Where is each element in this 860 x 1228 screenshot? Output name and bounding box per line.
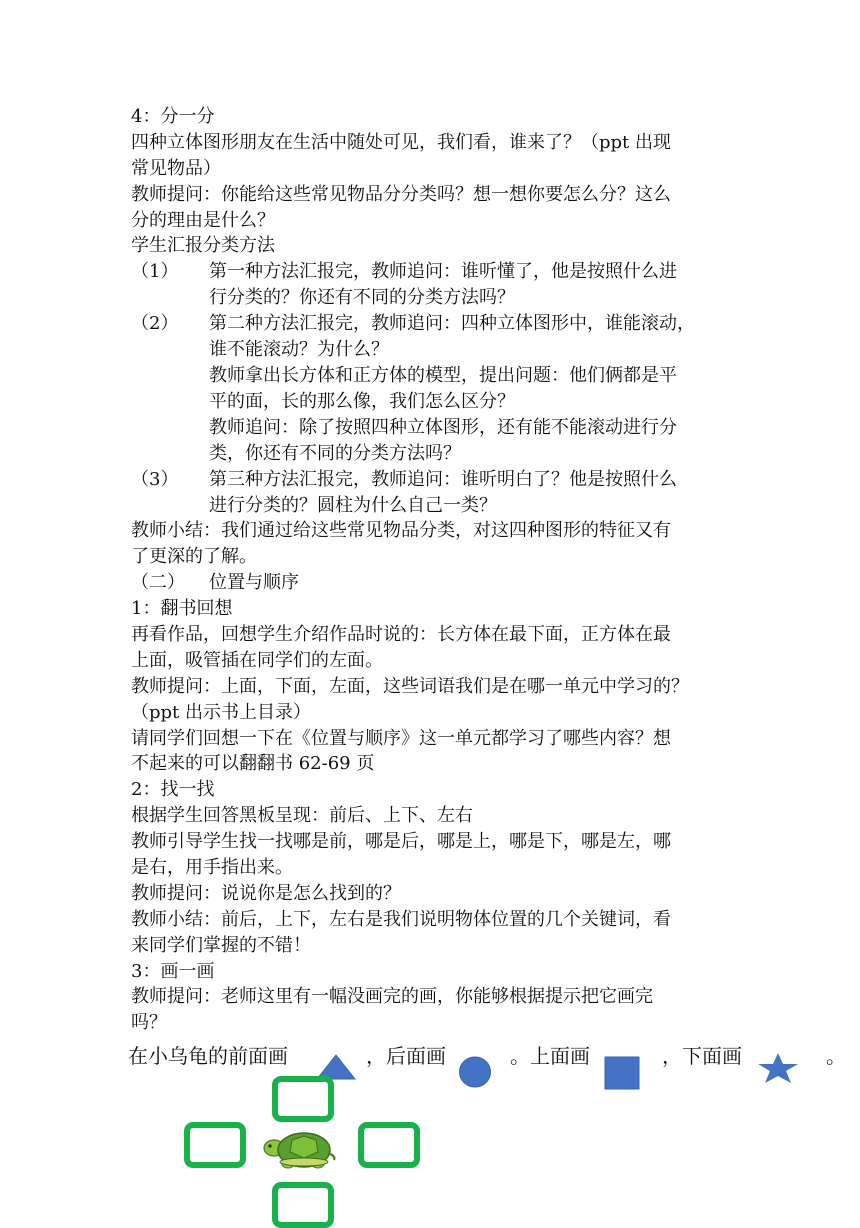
prompt-text-end: 。 (826, 1044, 846, 1068)
paragraph-line: 根据学生回答黑板呈现：前后、上下、左右 (131, 805, 473, 827)
list-text: 谁不能滚动？为什么？ (209, 339, 389, 361)
list-item-1 (131, 259, 731, 311)
turtle-icon (260, 1124, 338, 1172)
list-text: 行分类的？你还有不同的分类方法吗？ (209, 287, 515, 309)
list-text: 进行分类的？圆柱为什么自己一类？ (209, 494, 497, 516)
right-box (358, 1122, 420, 1168)
list-number: （3） (131, 468, 179, 490)
paragraph-line: 教师提问：你能给这些常见物品分分类吗？想一想你要怎么分？这么 (131, 183, 671, 205)
section-heading-2 (131, 570, 731, 596)
paragraph-line: 教师提问：老师这里有一幅没画完的画，你能够根据提示把它画完 (131, 986, 653, 1008)
list-item-3 (131, 467, 731, 519)
front-box (272, 1076, 334, 1122)
list-text: 教师拿出长方体和正方体的模型，提出问题：他们俩都是平 (209, 364, 677, 386)
prompt-text-down: ，下面画 (662, 1044, 742, 1068)
paragraph-line: 学生汇报分类方法 (131, 235, 275, 257)
paragraph-line: 吗？ (131, 1012, 167, 1034)
circle-shape (458, 1055, 492, 1089)
paragraph-line: 教师提问：上面，下面，左面，这些词语我们是在哪一单元中学习的？ (131, 675, 689, 697)
prompt-text-front: 在小乌龟的前面画 (128, 1044, 288, 1068)
paragraph-line: 常见物品） (131, 157, 221, 179)
paragraph-line: 四种立体图形朋友在生活中随处可见，我们看，谁来了？（ppt 出现 (131, 131, 671, 153)
paragraph-line: 教师提问：说说你是怎么找到的？ (131, 882, 401, 904)
paragraph-line: 1：翻书回想 (131, 598, 233, 620)
list-item-2 (131, 311, 731, 466)
square-shape (604, 1056, 640, 1090)
paragraph-line: 教师引导学生找一找哪是前，哪是后，哪是上，哪是下，哪是左，哪 (131, 831, 671, 853)
list-text: 第一种方法汇报完，教师追问：谁听懂了，他是按照什么进 (209, 261, 677, 283)
list-text: 教师追问：除了按照四种立体图形，还有能不能滚动进行分 (209, 416, 677, 438)
paragraph-line: 请同学们回想一下在《位置与顺序》这一单元都学习了哪些内容？想 (131, 727, 671, 749)
list-text: 类，你还有不同的分类方法吗？ (209, 442, 461, 464)
paragraph-line: 3：画一画 (131, 960, 215, 982)
paragraph-line: 再看作品，回想学生介绍作品时说的：长方体在最下面，正方体在最 (131, 623, 671, 645)
paragraph-line: 了更深的了解。 (131, 546, 257, 568)
list-number: （1） (131, 261, 179, 283)
list-number: （2） (131, 313, 179, 335)
paragraph-line: 上面，吸管插在同学们的左面。 (131, 649, 383, 671)
list-text: 平的面，长的那么像，我们怎么区分？ (209, 390, 515, 412)
left-box (184, 1122, 246, 1168)
paragraph-line: 教师小结：我们通过给这些常见物品分类，对这四种图形的特征又有 (131, 520, 671, 542)
paragraph-line: 不起来的可以翻翻书 62-69 页 (131, 753, 375, 775)
paragraph-line: 分的理由是什么？ (131, 209, 275, 231)
section-number: （二） (131, 572, 185, 594)
prompt-text-back: ，后面画 (366, 1044, 446, 1068)
list-text: 第三种方法汇报完，教师追问：谁听明白了？他是按照什么 (209, 468, 677, 490)
list-text: 第二种方法汇报完，教师追问：四种立体图形中，谁能滚动， (209, 313, 695, 335)
paragraph-line: 2：找一找 (131, 779, 215, 801)
section-title: 位置与顺序 (209, 572, 299, 594)
star-shape (756, 1052, 800, 1084)
heading-fenyifen: 4：分一分 (131, 106, 215, 127)
paragraph-line: 教师小结：前后，上下，左右是我们说明物体位置的几个关键词，看 (131, 908, 671, 930)
prompt-text-up: 。上面画 (510, 1044, 590, 1068)
paragraph-line: 是右，用手指出来。 (131, 857, 293, 878)
paragraph-line: （ppt 出示书上目录） (131, 701, 311, 723)
paragraph-line: 来同学们掌握的不错！ (131, 934, 311, 956)
document-body (131, 104, 731, 1036)
back-box (272, 1182, 334, 1228)
